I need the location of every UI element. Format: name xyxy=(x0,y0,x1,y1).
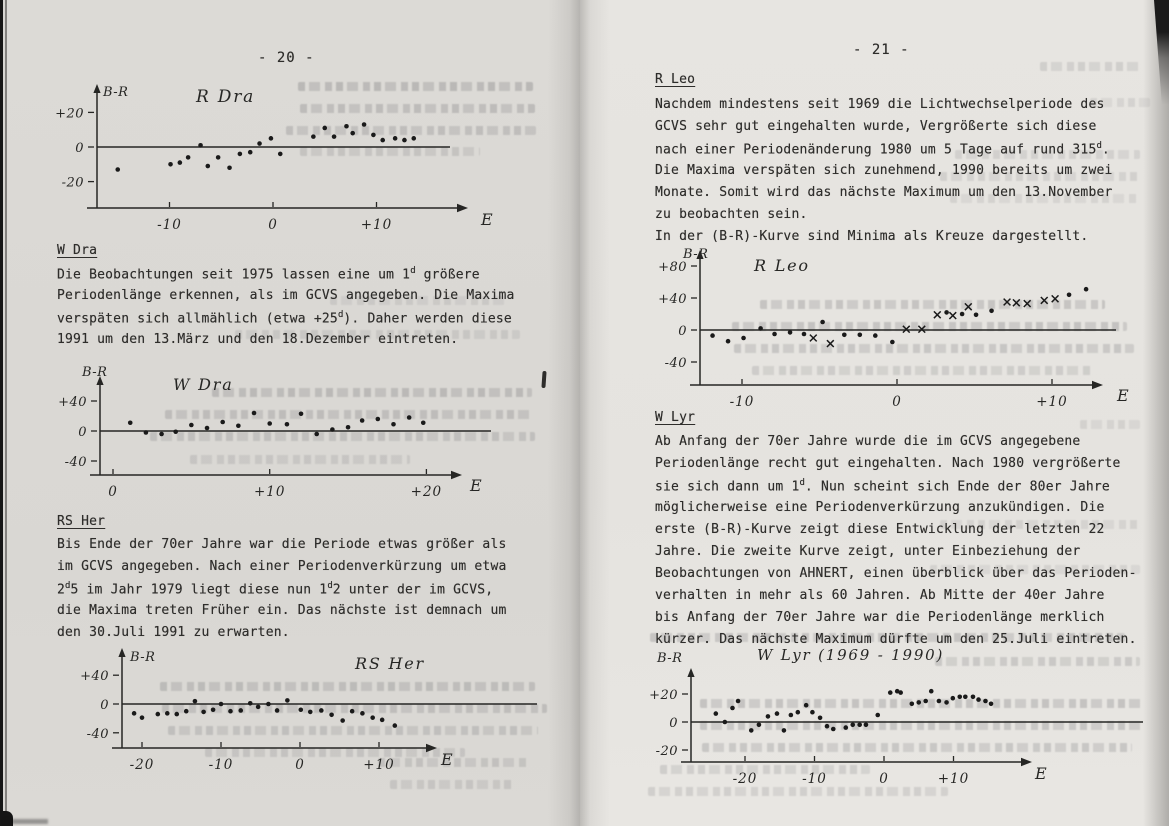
x-axis-arrow xyxy=(451,471,462,479)
data-point-dot xyxy=(723,720,728,725)
text-line: Ab Anfang der 70er Jahre wurde die im GCVS angegebene xyxy=(655,434,1081,449)
text-line: 1991 um den 13.März und den 18.Dezember eintreten. xyxy=(57,332,459,347)
x-axis-arrow xyxy=(426,744,437,752)
data-point-dot xyxy=(256,705,261,710)
text-line: 2$^d$5 im Jahr 1979 liegt diese nun 1$^d$2 unter der im GCVS, xyxy=(57,581,494,598)
data-point-cross xyxy=(827,340,834,347)
y-tick-label: 0 xyxy=(75,141,84,156)
x-axis-name: E xyxy=(470,476,483,495)
section-heading-w-dra: W Dra xyxy=(57,243,98,258)
x-tick-label: 0 xyxy=(892,394,902,410)
x-axis-name: E xyxy=(441,750,454,769)
data-point-dot xyxy=(944,310,949,315)
data-point-dot xyxy=(285,422,290,427)
y-axis-arrow xyxy=(687,668,694,677)
data-point-dot xyxy=(944,700,949,705)
data-point-dot xyxy=(360,711,365,716)
x-tick-label: +10 xyxy=(1036,394,1068,410)
data-point-dot xyxy=(211,707,216,712)
data-point-dot xyxy=(257,141,262,146)
data-point-dot xyxy=(308,710,313,715)
data-point-dot xyxy=(875,713,880,718)
page-number-left: - 20 - xyxy=(258,50,315,66)
text-line: Monate. Somit wird das nächste Maximum um den 13.November xyxy=(655,185,1113,200)
x-tick-label: 0 xyxy=(879,771,889,787)
data-point-dot xyxy=(772,332,777,337)
text-line: nach einer Periodenänderung 1980 um 5 Tage auf rund 315$^d$. xyxy=(655,141,1110,158)
data-point-dot xyxy=(736,699,741,704)
data-point-dot xyxy=(248,701,253,706)
data-point-dot xyxy=(350,131,355,136)
text-line: Periodenlänge recht gut eingehalten. Nach 1980 vergrößerte xyxy=(655,456,1121,471)
text-line: zu beobachten sein. xyxy=(655,207,808,222)
text-line: Die Maxima verspäten sich zunehmend, 1990 bereits um zwei xyxy=(655,163,1113,178)
data-point-dot xyxy=(189,423,194,428)
chart-title: W Dra xyxy=(173,375,234,394)
data-point-dot xyxy=(391,422,396,427)
y-tick-label: 0 xyxy=(78,425,87,440)
y-tick-label: +80 xyxy=(658,260,687,275)
y-tick-label: +20 xyxy=(55,106,84,122)
data-point-cross xyxy=(918,326,925,333)
data-point-dot xyxy=(140,715,145,720)
y-tick-label: +40 xyxy=(58,395,87,410)
x-tick-label: -20 xyxy=(732,771,758,787)
data-point-cross xyxy=(1052,295,1059,302)
y-tick-label: +40 xyxy=(658,292,687,307)
data-point-dot xyxy=(311,134,316,139)
y-tick-label: -40 xyxy=(86,726,109,742)
data-point-dot xyxy=(278,152,283,157)
y-tick-label: -20 xyxy=(655,744,678,759)
data-point-dot xyxy=(128,420,133,425)
data-point-dot xyxy=(873,333,878,338)
x-tick-label: -10 xyxy=(802,771,827,787)
y-tick-label: +40 xyxy=(80,669,109,685)
data-point-dot xyxy=(1067,293,1072,298)
text-line: verspäten sich allmählich (etwa $+25^d$). Daher werden diese xyxy=(57,310,512,327)
text-line: den 30.Juli 1991 zu erwarten. xyxy=(57,625,290,640)
data-point-dot xyxy=(825,724,830,729)
data-point-cross xyxy=(934,311,941,318)
data-point-dot xyxy=(330,427,335,432)
data-point-dot xyxy=(831,727,836,732)
chart-r-dra xyxy=(55,84,493,233)
x-axis-arrow xyxy=(457,204,468,212)
data-point-dot xyxy=(411,136,416,141)
data-point-dot xyxy=(219,702,224,707)
data-point-dot xyxy=(236,423,241,428)
y-axis-name: B-R xyxy=(82,365,108,380)
data-point-dot xyxy=(963,695,968,700)
data-point-dot xyxy=(220,420,225,425)
scan-edge-left xyxy=(0,0,10,826)
data-point-dot xyxy=(983,699,988,704)
data-point-dot xyxy=(730,706,735,711)
y-tick-label: -20 xyxy=(61,175,84,191)
text-line: im GCVS angegeben. Nach einer Periodenverkürzung um etwa xyxy=(57,559,507,574)
chart-w-dra xyxy=(58,365,491,500)
section-heading-w-lyr: W Lyr xyxy=(655,410,696,425)
text-line: kürzer. Das nächste Maximum dürfte um den 25.Juli eintreten. xyxy=(655,632,1137,647)
data-point-dot xyxy=(857,723,862,728)
text-line: In der (B-R)-Kurve sind Minima als Kreuze dargestellt. xyxy=(655,229,1089,244)
data-point-dot xyxy=(380,718,385,723)
data-point-dot xyxy=(159,432,164,437)
x-tick-label: +20 xyxy=(410,484,443,500)
x-tick-label: -20 xyxy=(129,757,155,773)
data-point-dot xyxy=(888,690,893,695)
x-tick-label: -10 xyxy=(729,394,755,410)
data-point-dot xyxy=(957,695,962,700)
data-point-dot xyxy=(275,708,280,713)
data-point-dot xyxy=(971,695,976,700)
data-point-dot xyxy=(758,326,763,331)
data-point-dot xyxy=(782,728,787,733)
data-point-cross xyxy=(949,312,956,319)
chart-r-leo xyxy=(658,247,1129,410)
chart-rs-her xyxy=(80,648,537,773)
text-line: Periodenlänge erkennen, als im GCVS angegeben. Die Maxima xyxy=(57,288,515,303)
data-point-cross xyxy=(903,326,910,333)
x-axis-arrow xyxy=(1021,758,1032,766)
data-point-dot xyxy=(238,152,243,157)
data-point-dot xyxy=(329,713,334,718)
data-point-dot xyxy=(757,723,762,728)
data-point-dot xyxy=(890,340,895,345)
scan-edge-right xyxy=(1143,0,1169,826)
data-point-dot xyxy=(165,711,170,716)
data-point-dot xyxy=(340,718,345,723)
data-point-dot xyxy=(115,167,120,172)
data-point-dot xyxy=(299,411,304,416)
x-tick-label: +10 xyxy=(937,771,970,787)
x-tick-label: +10 xyxy=(253,484,286,500)
data-point-dot xyxy=(186,155,191,160)
data-point-dot xyxy=(205,164,210,169)
data-point-dot xyxy=(344,124,349,129)
x-tick-label: 0 xyxy=(295,757,305,773)
y-tick-label: 0 xyxy=(100,698,109,713)
data-point-dot xyxy=(858,333,863,338)
data-point-dot xyxy=(201,710,206,715)
data-point-dot xyxy=(298,707,303,712)
x-axis-name: E xyxy=(1035,764,1048,783)
data-point-dot xyxy=(898,690,903,695)
scan-bottom-smear xyxy=(4,819,48,824)
data-point-dot xyxy=(960,312,965,317)
section-heading-r-leo: R Leo xyxy=(655,72,696,87)
y-tick-label: +20 xyxy=(649,688,678,703)
y-tick-label: -40 xyxy=(64,455,87,470)
data-point-dot xyxy=(267,421,272,426)
data-point-dot xyxy=(726,339,731,344)
data-point-dot xyxy=(350,709,355,714)
data-point-dot xyxy=(178,160,183,165)
data-point-dot xyxy=(842,333,847,338)
data-point-dot xyxy=(156,712,161,717)
y-tick-label: -40 xyxy=(664,356,687,371)
data-point-dot xyxy=(227,165,232,170)
data-point-dot xyxy=(714,711,719,716)
data-point-dot xyxy=(370,715,375,720)
data-point-dot xyxy=(810,710,815,715)
data-point-dot xyxy=(976,697,981,702)
data-point-dot xyxy=(174,712,179,717)
data-point-dot xyxy=(346,425,351,430)
data-point-dot xyxy=(248,150,253,155)
y-axis-name: B-R xyxy=(130,650,156,665)
page-number-right: - 21 - xyxy=(853,42,910,58)
x-tick-label: 0 xyxy=(108,484,118,500)
chart-title: R Dra xyxy=(196,87,256,107)
y-tick-label: 0 xyxy=(678,324,687,339)
data-point-dot xyxy=(266,702,271,707)
data-point-cross xyxy=(1024,300,1031,307)
data-point-cross xyxy=(1013,299,1020,306)
data-point-dot xyxy=(132,711,137,716)
data-point-dot xyxy=(421,420,426,425)
x-tick-label: -10 xyxy=(157,217,182,233)
data-point-dot xyxy=(314,432,319,437)
data-point-dot xyxy=(974,313,979,318)
text-line: verhalten in mehr als 60 Jahren. Ab Mitte der 40er Jahre xyxy=(655,588,1105,603)
data-point-dot xyxy=(371,133,376,138)
data-point-dot xyxy=(193,699,198,704)
chart-title: RS Her xyxy=(355,654,425,673)
data-point-dot xyxy=(710,333,715,338)
text-line: bis Anfang der 70er Jahre war die Periodenlänge merklich xyxy=(655,610,1105,625)
data-point-dot xyxy=(916,700,921,705)
chart-title: W Lyr (1969 - 1990) xyxy=(757,646,945,664)
data-point-dot xyxy=(796,710,801,715)
data-point-dot xyxy=(789,713,794,718)
data-point-cross xyxy=(1041,297,1048,304)
data-point-dot xyxy=(1084,287,1089,292)
data-point-dot xyxy=(788,330,793,335)
data-point-dot xyxy=(775,711,780,716)
data-point-cross xyxy=(810,335,817,342)
data-point-dot xyxy=(168,162,173,167)
x-tick-label: +10 xyxy=(363,757,395,773)
data-point-dot xyxy=(910,702,915,707)
data-point-dot xyxy=(144,430,149,435)
x-axis-name: E xyxy=(1117,386,1130,405)
x-tick-label: -10 xyxy=(208,757,234,773)
data-point-dot xyxy=(252,411,257,416)
data-point-dot xyxy=(269,136,274,141)
chart-title: R Leo xyxy=(754,256,810,275)
data-point-dot xyxy=(216,155,221,160)
y-axis-name: B-R xyxy=(683,247,709,262)
text-line: GCVS sehr gut eingehalten wurde, Vergrößerte sich diese xyxy=(655,119,1097,134)
data-point-dot xyxy=(741,336,746,341)
section-heading-rs-her: RS Her xyxy=(57,514,106,529)
data-point-dot xyxy=(228,709,233,714)
data-point-dot xyxy=(360,418,365,423)
data-point-dot xyxy=(285,698,290,703)
y-tick-label: 0 xyxy=(669,716,678,731)
text-line: Die Beobachtungen seit 1975 lassen eine um 1$^d$ größere xyxy=(57,266,480,283)
text-line: erste (B-R)-Kurve zeigt diese Entwicklung der letzten 22 xyxy=(655,522,1105,537)
text-line: die Maxima treten Früher ein. Das nächste ist demnach um xyxy=(57,603,507,618)
data-point-dot xyxy=(749,728,754,733)
data-point-dot xyxy=(951,696,956,701)
data-point-dot xyxy=(362,122,367,127)
data-point-dot xyxy=(804,703,809,708)
data-point-dot xyxy=(802,332,807,337)
data-point-dot xyxy=(238,708,243,713)
data-point-dot xyxy=(393,723,398,728)
y-axis-name: B-R xyxy=(657,651,683,666)
data-point-dot xyxy=(393,136,398,141)
y-axis-arrow xyxy=(93,84,100,93)
text-line: möglicherweise eine Periodenverkürzung anzukündigen. Die xyxy=(655,500,1105,515)
data-point-dot xyxy=(184,709,189,714)
data-point-dot xyxy=(923,699,928,704)
text-line: Nachdem mindestens seit 1969 die Lichtwechselperiode des xyxy=(655,97,1105,112)
y-axis-name: B-R xyxy=(103,85,129,100)
data-point-dot xyxy=(820,320,825,325)
data-point-dot xyxy=(989,702,994,707)
data-point-dot xyxy=(198,143,203,148)
data-point-dot xyxy=(818,716,823,721)
data-point-dot xyxy=(332,134,337,139)
data-point-dot xyxy=(407,415,412,420)
data-point-dot xyxy=(929,689,934,694)
data-point-dot xyxy=(937,699,942,704)
data-point-cross xyxy=(1004,299,1011,306)
data-point-dot xyxy=(319,708,324,713)
data-point-dot xyxy=(376,417,381,422)
data-point-dot xyxy=(402,138,407,143)
data-point-dot xyxy=(380,138,385,143)
data-point-dot xyxy=(989,309,994,314)
x-tick-label: 0 xyxy=(268,217,278,233)
x-tick-label: +10 xyxy=(360,217,393,233)
data-point-cross xyxy=(965,303,972,310)
data-point-dot xyxy=(843,725,848,730)
text-line: sie sich dann um 1$^d$. Nun scheint sich Ende der 80er Jahre xyxy=(655,478,1110,495)
data-point-dot xyxy=(850,723,855,728)
data-point-dot xyxy=(322,126,327,131)
text-line: Bis Ende der 70er Jahre war die Periode etwas größer als xyxy=(57,537,507,552)
x-axis-name: E xyxy=(481,210,494,229)
chart-w-lyr xyxy=(649,646,1143,787)
y-axis-arrow xyxy=(118,648,125,657)
data-point-dot xyxy=(205,426,210,431)
data-point-dot xyxy=(766,714,771,719)
data-point-dot xyxy=(173,429,178,434)
x-axis-arrow xyxy=(1092,381,1103,389)
text-line: Jahre. Die zweite Kurve zeigt, unter Einbeziehung der xyxy=(655,544,1081,559)
text-line: Beobachtungen von AHNERT, einen überblick über das Perioden- xyxy=(655,566,1137,581)
data-point-dot xyxy=(864,723,869,728)
